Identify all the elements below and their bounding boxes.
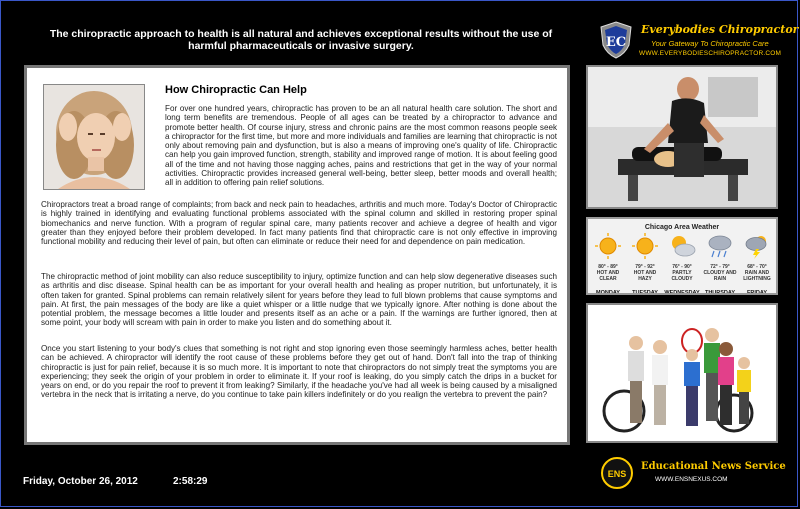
ens-logo-icon — [601, 457, 633, 489]
footer-time: 2:58:29 — [173, 476, 208, 487]
weather-day-friday — [739, 233, 775, 295]
brand-block — [599, 21, 799, 63]
weather-day-name: TUESDAY — [632, 290, 658, 295]
sun-icon — [594, 233, 622, 259]
weather-desc: HOT AND CLEAR — [596, 270, 620, 282]
chiropractor-treatment-photo — [586, 65, 778, 209]
weather-day-tuesday — [627, 233, 663, 295]
shield-logo-icon — [599, 21, 633, 59]
sun-icon — [631, 233, 659, 259]
weather-desc: PARTLY CLOUDY — [671, 270, 693, 282]
weather-range: 68° - 70° — [747, 264, 767, 270]
weather-range: 72° - 79° — [710, 264, 730, 270]
article-panel — [24, 65, 570, 445]
weather-day-name: WEDNESDAY — [664, 290, 700, 295]
ens-block — [599, 455, 789, 495]
ens-url: WWW.ENSNEXUS.COM — [655, 476, 728, 483]
weather-range: 80° - 89° — [598, 264, 618, 270]
weather-range: 79° - 92° — [635, 264, 655, 270]
brand-url: WWW.EVERYBODIESCHIROPRACTOR.COM — [639, 50, 782, 57]
weather-desc: HOT AND HAZY — [633, 270, 657, 282]
weather-title: Chicago Area Weather — [644, 224, 720, 231]
brand-logo-text: EC — [605, 35, 627, 50]
weather-panel — [586, 217, 778, 295]
woman-headache-photo — [43, 84, 145, 190]
weather-day-thursday — [702, 233, 738, 295]
weather-day-name: MONDAY — [596, 290, 620, 295]
weather-day-monday — [590, 233, 626, 295]
thunderstorm-icon — [743, 233, 771, 259]
article-title: How Chiropractic Can Help — [165, 84, 307, 96]
weather-range: 76° - 90° — [672, 264, 692, 270]
weather-desc: CLOUDY AND RAIN — [703, 270, 737, 282]
weather-day-name: FRIDAY — [747, 290, 767, 295]
weather-day-wednesday — [664, 233, 700, 295]
brand-tagline: Your Gateway To Chiropractic Care — [651, 39, 769, 48]
article-paragraph-4: Once you start listening to your body's clues that something is not right and stop ignoring even those seemingly harmless aches, better health can be achieved. A chiropractor will identify the root cause of these problems before they get out of hand. Don't fall into the trap of thinking chiropractic is just for pain relief, because it is so much more. It is important to note that chiropractors do not simply treat the symptoms you are experiencing; they seek the origin of your problem in order to eliminate it. If your roof is leaking, do you simply catch the drips in a bucket for years on end, or do you repair the roof to prevent it from leaking? Similarly, if the headache you've had all week is being caused by a misaligned vertebra in the neck that is irritating a nerve, do you continue to take pain killers indefinitely or do you realign the vertebra to prevent the pain? — [41, 344, 557, 400]
footer-date: Friday, October 26, 2012 — [23, 476, 138, 487]
weather-day-name: THURSDAY — [704, 290, 736, 295]
brand-name: Everybodies Chiropractor — [641, 23, 799, 36]
cloud-rain-icon — [706, 233, 734, 259]
article-paragraph-2: Chiropractors treat a broad range of complaints; from back and neck pain to headaches, arthritis and much more. Today's Doctor of Chiropractic is highly trained in identifying and evaluating functional problems associated with the spinal column and skilled in restoring proper spinal biomechanics and nerve function. With a program of regular spinal care, many patients recover and achieve a degree of health and vigor greater than they enjoyed before their problem developed. In fact many patients find that chiropractic care is not only effective in improving functional mobility and reducing their level of pain, but often can eliminate or reduce their need for and dependence on pain medication. — [41, 200, 557, 247]
header-tagline: The chiropractic approach to health is all natural and achieves exceptional results without the use of harmful pharmaceuticals or invasive surgery. — [49, 28, 553, 52]
partly-cloudy-icon — [668, 233, 696, 259]
family-with-bicycles-photo — [586, 303, 778, 443]
article-paragraph-1: For over one hundred years, chiropractic has proven to be an all natural health care solution. The short and long term benefits are tremendous. People of all ages can be treated by a chiropractor to advance and promote better health. Of course injury, stress and chronic pains are the most common reasons people seek a chiropractor for the first time, but more and more individuals and families are learning that chiropractic is not only about removing pain and dysfunction, but is also a means of improving one's quality of life. Chiropractic can help you gain improved function, strength, stability and improved range of motion. It is about feeling good all of the time and not having those nagging aches, pains and restrictions that get in the way of your normal activities. Chiropractic provides increased general well-being, better sleep, better moods and overall health; all in addition to offering pain relief solutions. — [165, 104, 557, 188]
ens-logo-text: ENS — [607, 469, 627, 479]
ens-name: Educational News Service — [641, 461, 786, 472]
weather-desc: RAIN AND LIGHTNING — [743, 270, 771, 282]
article-paragraph-3: The chiropractic method of joint mobility can also reduce susceptibility to injury, optimize function and can help slow degenerative diseases such as arthritis and disc disease. Spinal health can be as important for your overall health and healing as proper nutrition, but unfortunately, it is often taken for granted. Spinal problems can remain relatively silent for years before they lead to full blown problems that cause symptoms and pain. At first, the pain messages of the body are like a quiet whisper or a little nudge that we typically ignore. After nothing is done about the potential problem, the message becomes a little louder and presents itself as an ache or a pain. If the warnings are further ignored, then at some point, your body will scream with pain in order to make you listen and do something about it. — [41, 272, 557, 328]
